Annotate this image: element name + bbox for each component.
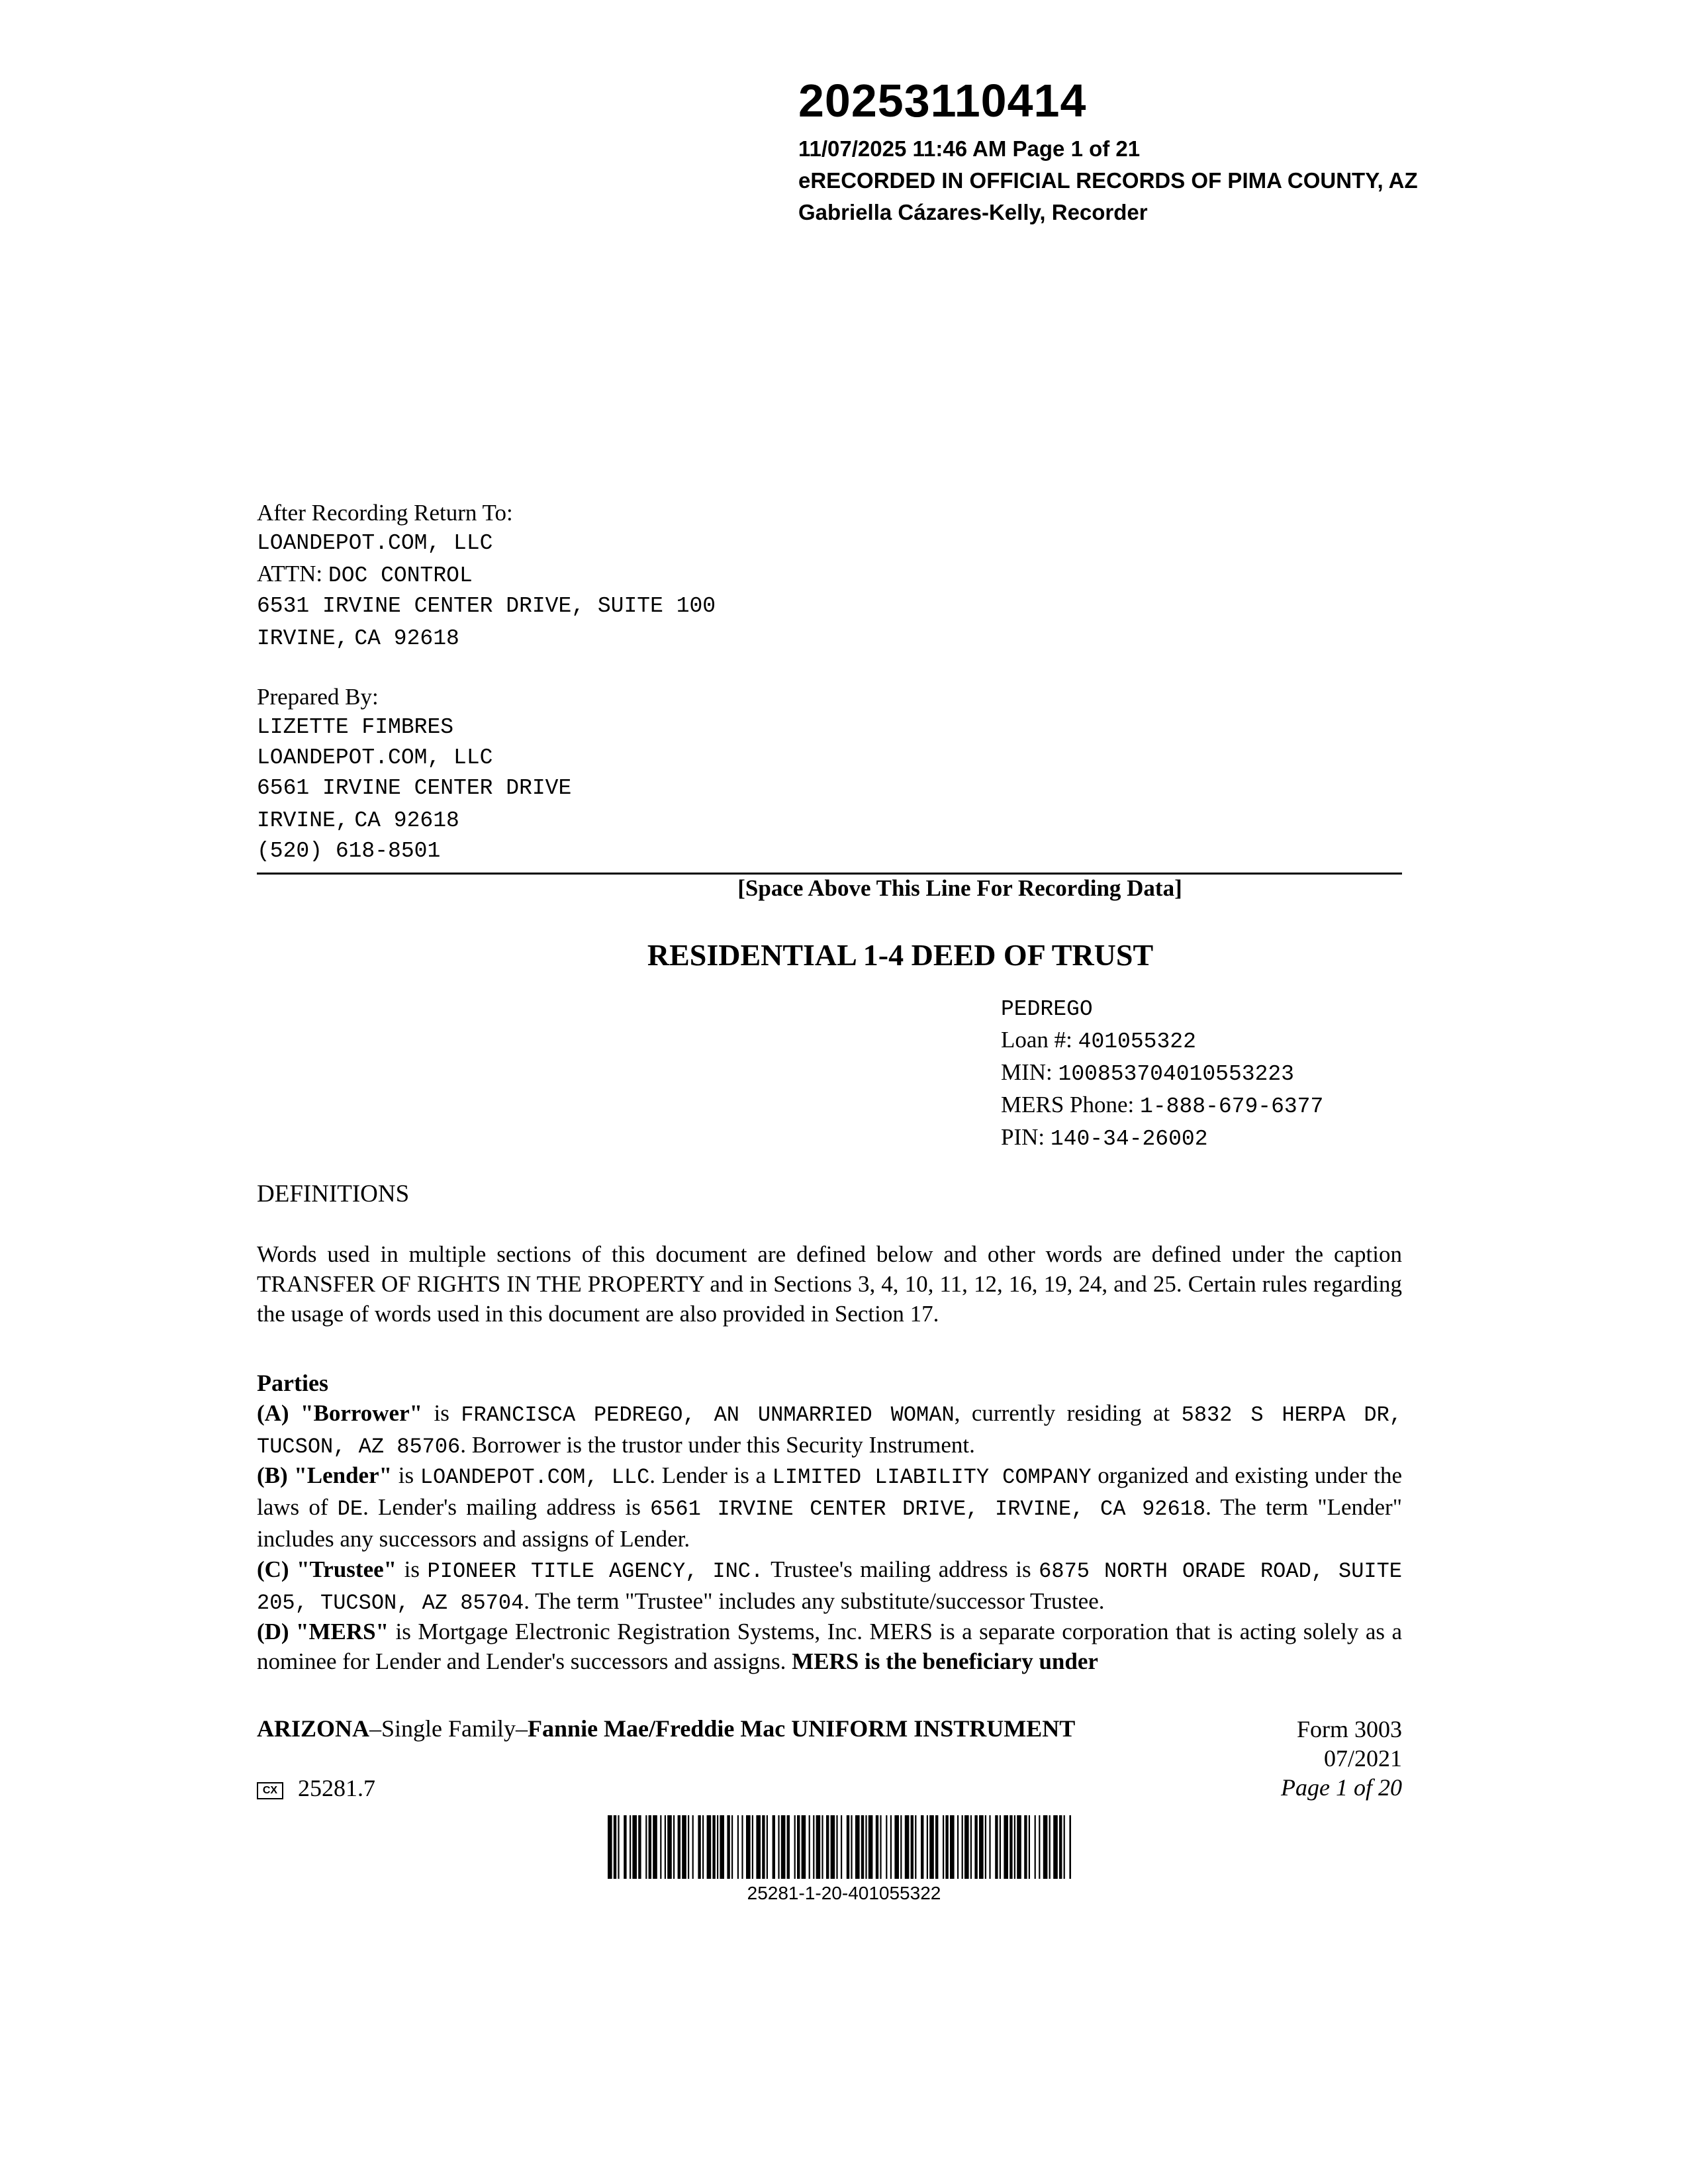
loan-number: Loan #: 401055322	[1001, 1027, 1196, 1054]
return-to-block	[257, 498, 716, 654]
recording-data-divider	[257, 873, 1402, 875]
prepared-by-block	[257, 682, 571, 867]
mers-phone: MERS Phone: 1-888-679-6377	[1001, 1092, 1324, 1119]
form-number-block	[1281, 1715, 1402, 1802]
return-to-attn: ATTN: DOC CONTROL	[257, 561, 473, 588]
recording-number: 20253110414	[798, 75, 1087, 126]
party-mers: (D) "MERS" is Mortgage Electronic Registration Systems, Inc. MERS is a separate corporation that is acting solely as a nominee for Lender and Lender's successors and assigns. MERS is the beneficiary under	[257, 1619, 1402, 1674]
prepared-by-phone: (520) 618-8501	[257, 839, 441, 863]
space-above-caption: [Space Above This Line For Recording Data]	[737, 875, 1182, 901]
recorder-name: Gabriella Cázares-Kelly, Recorder	[798, 200, 1148, 224]
party-borrower: (A) "Borrower" is FRANCISCA PEDREGO, AN UNMARRIED WOMAN, currently residing at 5832 S HERPA DR, TUCSON, AZ 85706. Borrower is the trustor under this Security Instrument.	[257, 1400, 1402, 1459]
min-number: MIN: 100853704010553223	[1001, 1059, 1294, 1086]
document-title: RESIDENTIAL 1-4 DEED OF TRUST	[647, 938, 1154, 972]
return-to-company: LOANDEPOT.COM, LLC	[257, 531, 493, 555]
barcode-number: 25281-1-20-401055322	[747, 1883, 941, 1903]
document-code: CX 25281.7	[257, 1774, 375, 1802]
prepared-by-city: IRVINE, CA 92618	[257, 808, 459, 833]
form-number: Form 3003	[1296, 1716, 1402, 1742]
party-trustee: (C) "Trustee" is PIONEER TITLE AGENCY, INC. Trustee's mailing address is 6875 NORTH ORADE ROAD, SUITE 205, TUCSON, AZ 85704. The term "Trustee" includes any substitute/successor Trustee.	[257, 1556, 1403, 1615]
form-description: ARIZONA–Single Family–Fannie Mae/Freddie Mac UNIFORM INSTRUMENT	[257, 1715, 1076, 1742]
definitions-heading: DEFINITIONS	[257, 1180, 410, 1208]
return-to-street: 6531 IRVINE CENTER DRIVE, SUITE 100	[257, 594, 716, 618]
loan-info-block	[1001, 994, 1323, 1155]
page-indicator: Page 1 of 20	[1281, 1774, 1402, 1801]
parties-heading: Parties	[257, 1370, 328, 1396]
barcode-icon	[608, 1815, 1071, 1879]
definitions-intro: Words used in multiple sections of this document are defined below and other words are defined under the caption TRANSFER OF RIGHTS IN THE PROPERTY and in Sections 3, 4, 10, 11, 12, 16, 19, 24, and 25. Certain rules regarding the usage of words used in this document are also provided in Section 17.	[257, 1241, 1402, 1327]
pin-number: PIN: 140-34-26002	[1001, 1124, 1208, 1151]
cx-logo-icon: CX	[257, 1782, 283, 1799]
prepared-by-heading: Prepared By:	[257, 684, 379, 710]
prepared-by-street: 6561 IRVINE CENTER DRIVE	[257, 776, 572, 800]
prepared-by-company: LOANDEPOT.COM, LLC	[257, 745, 493, 770]
return-to-city: IRVINE, CA 92618	[257, 626, 459, 651]
recording-datetime: 11/07/2025 11:46 AM Page 1 of 21	[798, 136, 1141, 161]
party-lender: (B) "Lender" is LOANDEPOT.COM, LLC. Lender is a LIMITED LIABILITY COMPANY organized and existing under the laws of DE. Lender's mailing address is 6561 IRVINE CENTER DRIVE, IRVINE, CA 92618. The term "Lender" includes any successors and assigns of Lender.	[257, 1462, 1402, 1552]
form-date: 07/2021	[1323, 1745, 1402, 1772]
return-to-heading: After Recording Return To:	[257, 500, 513, 526]
prepared-by-person: LIZETTE FIMBRES	[257, 715, 454, 739]
recording-office: eRECORDED IN OFFICIAL RECORDS OF PIMA COUNTY, AZ	[798, 168, 1418, 193]
borrower-surname: PEDREGO	[1001, 997, 1093, 1021]
